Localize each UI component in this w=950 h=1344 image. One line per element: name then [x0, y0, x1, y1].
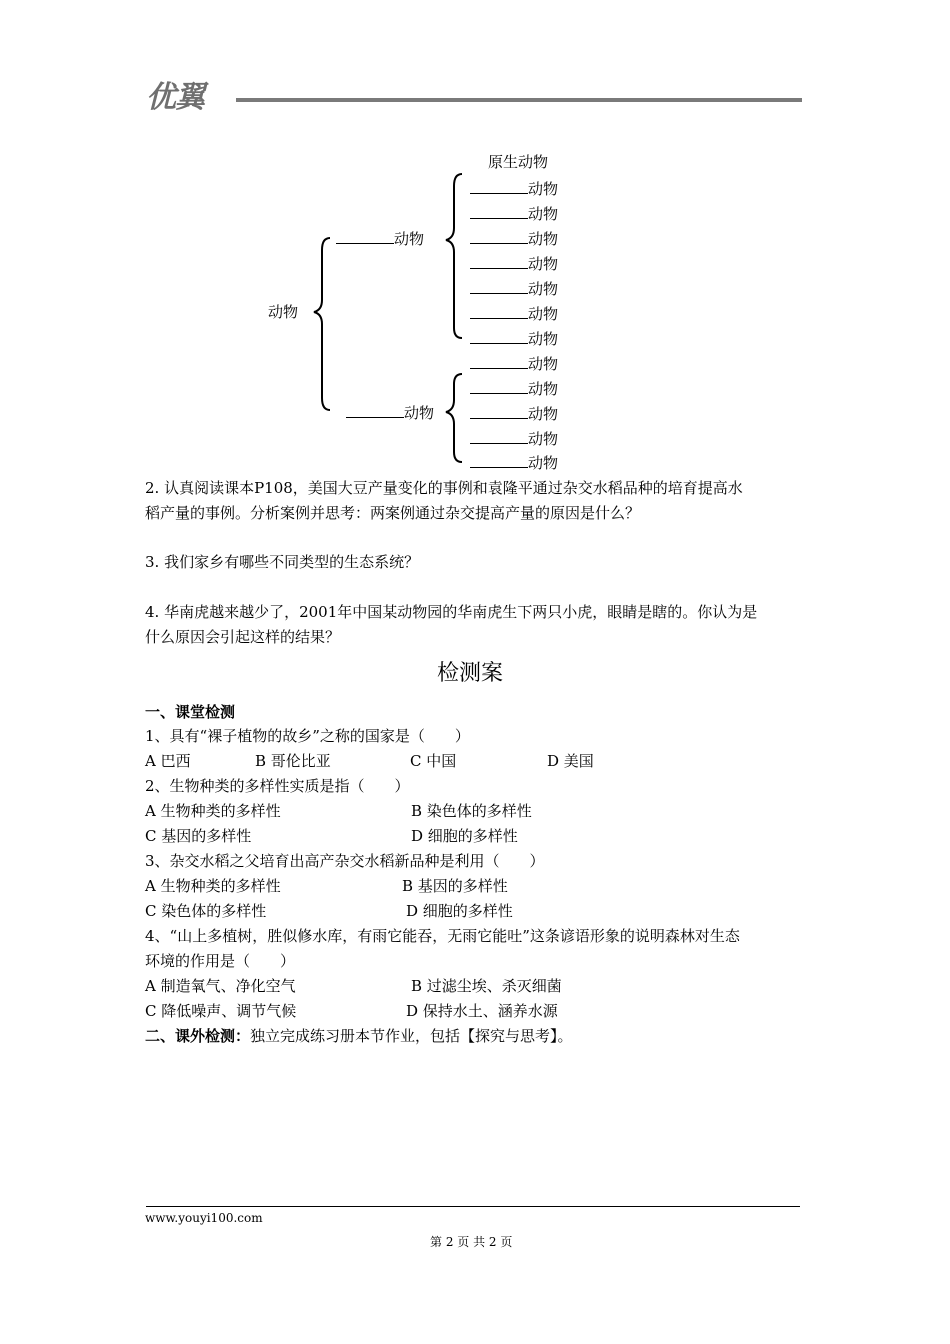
option-c[interactable]: C 基因的多样性 [145, 827, 252, 845]
answer-blank[interactable] [470, 253, 528, 269]
leaf-suffix: 动物 [528, 330, 559, 348]
answer-blank[interactable] [336, 228, 394, 244]
tree-braces [300, 160, 490, 480]
branch2-brace [446, 374, 462, 462]
leaf-suffix: 动物 [528, 355, 559, 373]
option-d[interactable]: D 美国 [547, 752, 594, 770]
option-d[interactable]: D 细胞的多样性 [411, 827, 518, 845]
leaf-suffix: 动物 [528, 405, 559, 423]
option-a[interactable]: A 生物种类的多样性 [145, 877, 281, 895]
answer-blank[interactable] [470, 452, 528, 468]
branch1-suffix: 动物 [394, 230, 425, 248]
tree-leaf [470, 178, 558, 199]
leaf-suffix: 动物 [528, 280, 559, 298]
answer-blank[interactable] [346, 402, 404, 418]
leaf-suffix: 动物 [528, 205, 559, 223]
leaf-suffix: 动物 [528, 230, 559, 248]
answer-blank[interactable] [470, 378, 528, 394]
option-c[interactable]: C 降低噪声、调节气候 [145, 1002, 297, 1020]
tree-leaf [470, 452, 558, 473]
tree-leaf [470, 378, 558, 399]
leaf-suffix: 动物 [528, 305, 559, 323]
section-2 [145, 1026, 573, 1046]
header-logo: 优翼 [146, 80, 204, 115]
option-b[interactable]: B 过滤尘埃、杀灭细菌 [411, 977, 562, 995]
test-question-3: 3、杂交水稻之父培育出高产杂交水稻新品种是利用（ ） [145, 852, 545, 870]
answer-blank[interactable] [470, 403, 528, 419]
footer-url[interactable]: www.youyi100.com [145, 1211, 263, 1225]
answer-blank[interactable] [470, 303, 528, 319]
tree-leaf [470, 303, 558, 324]
leaf-suffix: 动物 [528, 180, 559, 198]
leaf-suffix: 动物 [528, 380, 559, 398]
question-4-line1: 4. 华南虎越来越少了，2001年中国某动物园的华南虎生下两只小虎，眼睛是瞎的。你认为是 [145, 603, 758, 621]
footer-page-number: 第 2 页 共 2 页 [430, 1235, 513, 1249]
leaf-suffix: 动物 [528, 454, 559, 472]
tree-leaf [470, 203, 558, 224]
section-2-heading: 二、课外检测： [145, 1027, 251, 1045]
option-d[interactable]: D 细胞的多样性 [406, 902, 513, 920]
option-a[interactable]: A 制造氧气、净化空气 [145, 977, 296, 995]
question-3: 3. 我们家乡有哪些不同类型的生态系统？ [145, 553, 420, 571]
test-question-1: 1、具有“裸子植物的故乡”之称的国家是（ ） [145, 727, 470, 745]
answer-blank[interactable] [470, 328, 528, 344]
leaf-suffix: 动物 [528, 430, 559, 448]
section-1-heading: 一、课堂检测 [145, 703, 236, 721]
question-4-line2: 什么原因会引起这样的结果？ [145, 628, 341, 646]
option-d[interactable]: D 保持水土、涵养水源 [406, 1002, 558, 1020]
option-a[interactable]: A 生物种类的多样性 [145, 802, 281, 820]
tree-leaf [470, 403, 558, 424]
tree-top-label: 原生动物 [488, 153, 549, 171]
root-brace [314, 238, 330, 410]
answer-blank[interactable] [470, 178, 528, 194]
leaf-suffix: 动物 [528, 255, 559, 273]
answer-blank[interactable] [470, 278, 528, 294]
option-b[interactable]: B 染色体的多样性 [411, 802, 532, 820]
tree-branch1 [336, 228, 424, 249]
tree-leaf [470, 328, 558, 349]
option-c[interactable]: C 染色体的多样性 [145, 902, 267, 920]
header-rule [236, 98, 802, 102]
test-question-2: 2、生物种类的多样性实质是指（ ） [145, 777, 410, 795]
answer-blank[interactable] [470, 428, 528, 444]
tree-branch2 [346, 402, 434, 423]
answer-blank[interactable] [470, 353, 528, 369]
test-title: 检测案 [437, 661, 504, 686]
tree-leaf [470, 253, 558, 274]
test-question-4-line2: 环境的作用是（ ） [145, 952, 296, 970]
option-b[interactable]: B 基因的多样性 [402, 877, 508, 895]
section-2-text: 独立完成练习册本节作业，包括【探究与思考】。 [250, 1027, 573, 1045]
tree-leaf [470, 278, 558, 299]
tree-leaf [470, 428, 558, 449]
test-question-4-line1: 4、“山上多植树，胜似修水库，有雨它能吞，无雨它能吐”这条谚语形象的说明森林对生态 [145, 927, 740, 945]
branch1-brace [446, 174, 462, 338]
tree-leaf [470, 228, 558, 249]
footer-rule [146, 1206, 800, 1207]
option-a[interactable]: A 巴西 [145, 752, 191, 770]
answer-blank[interactable] [470, 228, 528, 244]
question-2-line1: 2. 认真阅读课本P108，美国大豆产量变化的事例和袁隆平通过杂交水稻品种的培育提高水 [145, 479, 743, 497]
question-2-line2: 稻产量的事例。分析案例并思考：两案例通过杂交提高产量的原因是什么？ [145, 504, 641, 522]
tree-root-label: 动物 [268, 303, 299, 321]
option-c[interactable]: C 中国 [410, 752, 457, 770]
answer-blank[interactable] [470, 203, 528, 219]
branch2-suffix: 动物 [404, 404, 435, 422]
tree-leaf [470, 353, 558, 374]
option-b[interactable]: B 哥伦比亚 [255, 752, 331, 770]
